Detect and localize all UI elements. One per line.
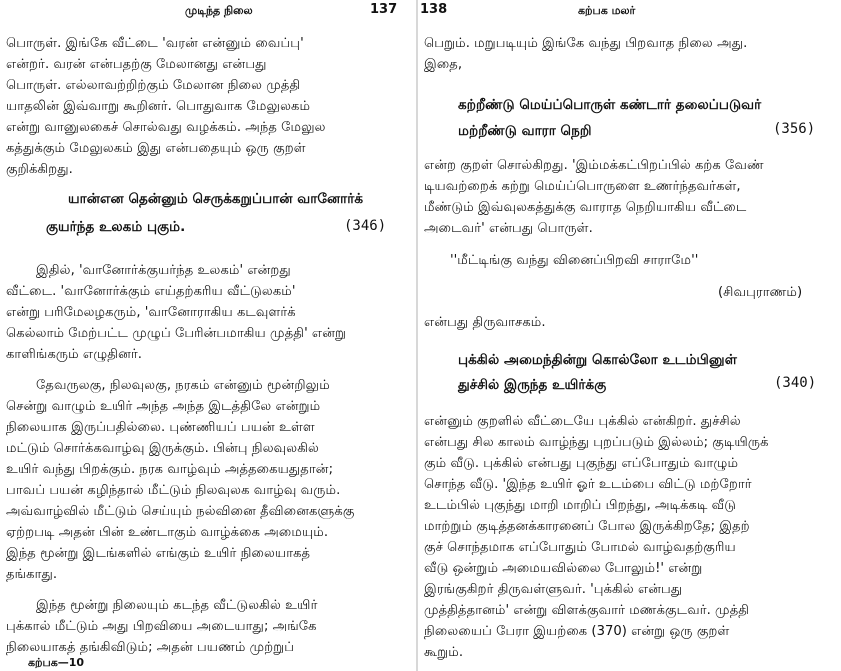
kural-verse-line: துச்சில் இருந்த உயிர்க்கு bbox=[458, 377, 607, 393]
kural-number: (346) bbox=[344, 218, 387, 234]
text-line: குறிக்கிறது. bbox=[6, 162, 73, 177]
running-header: கற்பக மலர் bbox=[578, 4, 636, 17]
text-line: வீடு ஒன்றும் அமையவில்லை போலும்!' என்று bbox=[424, 561, 703, 576]
text-line: நிலையாகத் தங்கிவிடும்; அதன் பயணம் முற்றுப் bbox=[6, 640, 295, 655]
text-line: வீட்டை. 'வானோர்க்கும் எய்தற்கரிய வீட்டுலகம்' bbox=[6, 284, 296, 299]
text-line: முத்தித்தானம்' என்று விளக்குவார் மணக்குடவர். முத்தி bbox=[424, 603, 750, 618]
text-line: கெல்லாம் மேற்பட்ட முழுப் பேரின்பமாகிய முத்தி' என்று bbox=[6, 326, 347, 341]
text-line: என்று வானுலகைச் சொல்வது வழக்கம். அந்த மேலுல bbox=[6, 120, 326, 135]
text-line: நிலையாக இருப்பதில்லை. புண்ணியப் பயன் உள்ள bbox=[6, 420, 315, 435]
text-line: தங்காது. bbox=[6, 567, 58, 582]
text-line: என்று பரிமேலழகரும், 'வானோராகிய கடவுளர்க் bbox=[6, 305, 296, 320]
text-line: அவ்வாழ்வில் மீட்டும் செய்யும் நல்வினை தீவினைகளுக்கு bbox=[6, 504, 355, 519]
text-line: உடம்பில் புகுந்து மாறி மாறிப் பிறந்து, அடிக்கடி வீடு bbox=[424, 498, 737, 513]
text-line: சென்று வாழும் உயிர் அந்த அந்த இடத்திலே என்றும் bbox=[6, 399, 321, 414]
text-line: கூறும். bbox=[424, 645, 464, 660]
text-line: தேவருலகு, நிலவுலகு, நரகம் என்னும் மூன்றிலும் bbox=[36, 378, 330, 393]
text-line: இதில், 'வானோர்க்குயர்ந்த உலகம்' என்றது bbox=[36, 263, 291, 278]
quote-source: (சிவபுராணம்) bbox=[718, 285, 803, 300]
signature-mark: கற்பக—10 bbox=[28, 656, 85, 669]
text-line: மட்டும் சொர்க்கவாழ்வு இருக்கும். பின்பு நிலவுலகில் bbox=[6, 441, 319, 456]
text-line: இரங்குகிறர் திருவள்ளுவர். 'புக்கில் என்பது bbox=[424, 582, 683, 597]
text-line: ஏற்றபடி அதன் பின் உண்டாகும் வாழ்க்கை அமையும். bbox=[6, 525, 329, 540]
text-line: பாவப் பயன் கழிந்தால் மீட்டும் நிலவுலக வாழ்வு வரும். bbox=[6, 483, 341, 498]
text-line: கத்துக்கும் மேலுலகம் இது என்பதையும் ஒரு குறள் bbox=[6, 141, 306, 156]
kural-verse-line: கற்றீண்டு மெய்ப்பொருள் கண்டார் தலைப்படுவர் bbox=[458, 97, 762, 113]
kural-verse-line: குயர்ந்த உலகம் புகும். bbox=[46, 219, 186, 235]
text-line: பொருள். எல்லாவற்றிற்கும் மேலான நிலை முத்தி bbox=[6, 78, 301, 93]
text-line: யாதலின் இவ்வாறு கூறினர். பொதுவாக மேலுலகம் bbox=[6, 99, 311, 114]
text-line: இந்த மூன்று நிலையும் கடந்த வீட்டுலகில் உயிர் bbox=[36, 598, 318, 613]
running-header: முடிந்த நிலை bbox=[185, 4, 253, 17]
page-number: 138 bbox=[420, 2, 448, 17]
text-line: நிலையைப் பேரா இயற்கை (370) என்று ஒரு குறள் bbox=[424, 624, 730, 639]
kural-number: (340) bbox=[774, 375, 817, 391]
text-line: சொந்த வீடு. 'இந்த உயிர் ஓர் உடம்பை விட்டு மற்றோர் bbox=[424, 477, 752, 492]
text-line: மாற்றும் குடித்தனக்காரனைப் போல இருக்கிறதே; இதற் bbox=[424, 519, 750, 534]
text-line: பெறும். மறுபடியும் இங்கே வந்து பிறவாத நிலை அது. bbox=[424, 36, 748, 51]
text-line: என்றர். வரன் என்பதற்கு மேலானது என்பது bbox=[6, 57, 267, 72]
text-line: புக்கால் மீட்டும் அது பிறவியை அடையாது; அங்கே bbox=[6, 619, 317, 634]
kural-verse-line: மற்றீண்டு வாரா நெறி bbox=[458, 123, 592, 139]
text-line: என்பது திருவாசகம். bbox=[424, 315, 546, 330]
text-line: இந்த மூன்று இடங்களில் எங்கும் உயிர் நிலையாகத் bbox=[6, 546, 311, 561]
text-line: என்ற குறள் சொல்கிறது. 'இம்மக்கட்பிறப்பில் கற்க வேண் bbox=[424, 158, 764, 173]
text-line: கும் வீடு. புக்கில் என்பது புகுந்து எப்போதும் வாழும் bbox=[424, 456, 739, 471]
kural-verse-line: யான்என தென்னும் செருக்கறுப்பான் வானோர்க் bbox=[68, 191, 364, 207]
right-page bbox=[418, 0, 841, 671]
text-line: இதை, bbox=[424, 57, 463, 72]
text-line: உயிர் வந்து பிறக்கும். நரக வாழ்வும் அத்தகையதுதான்; bbox=[6, 462, 334, 477]
left-page bbox=[0, 0, 418, 671]
text-line: குச் சொந்தமாக எப்போதும் போமல் வாழ்வதற்குரிய bbox=[424, 540, 736, 555]
quote-line: ''மீட்டிங்கு வந்து வினைப்பிறவி சாராமே'' bbox=[450, 253, 699, 268]
text-line: டியவற்றைக் கற்று மெய்ப்பொருளை உணர்ந்தவர்கள், bbox=[424, 179, 741, 194]
kural-verse-line: புக்கில் அமைந்தின்று கொல்லோ உடம்பினுள் bbox=[458, 352, 737, 368]
text-line: என்னும் குறளில் வீட்டையே புக்கில் என்கிறர். துச்சில் bbox=[424, 414, 741, 429]
text-line: மீண்டும் இவ்வுலகத்துக்கு வாராத நெறியாகிய வீட்டை bbox=[424, 200, 747, 215]
text-line: பொருள். இங்கே வீட்டை 'வரன் என்னும் வைப்பு' bbox=[6, 36, 304, 51]
text-line: காளிங்கரும் எழுதினர். bbox=[6, 347, 142, 362]
text-line: என்பது சில காலம் வாழ்ந்து புறப்படும் இல்லம்; குடியிருக் bbox=[424, 435, 769, 450]
text-line: அடைவர்' என்பது பொருள். bbox=[424, 221, 593, 236]
kural-number: (356) bbox=[773, 121, 816, 137]
page-number: 137 bbox=[370, 2, 398, 17]
